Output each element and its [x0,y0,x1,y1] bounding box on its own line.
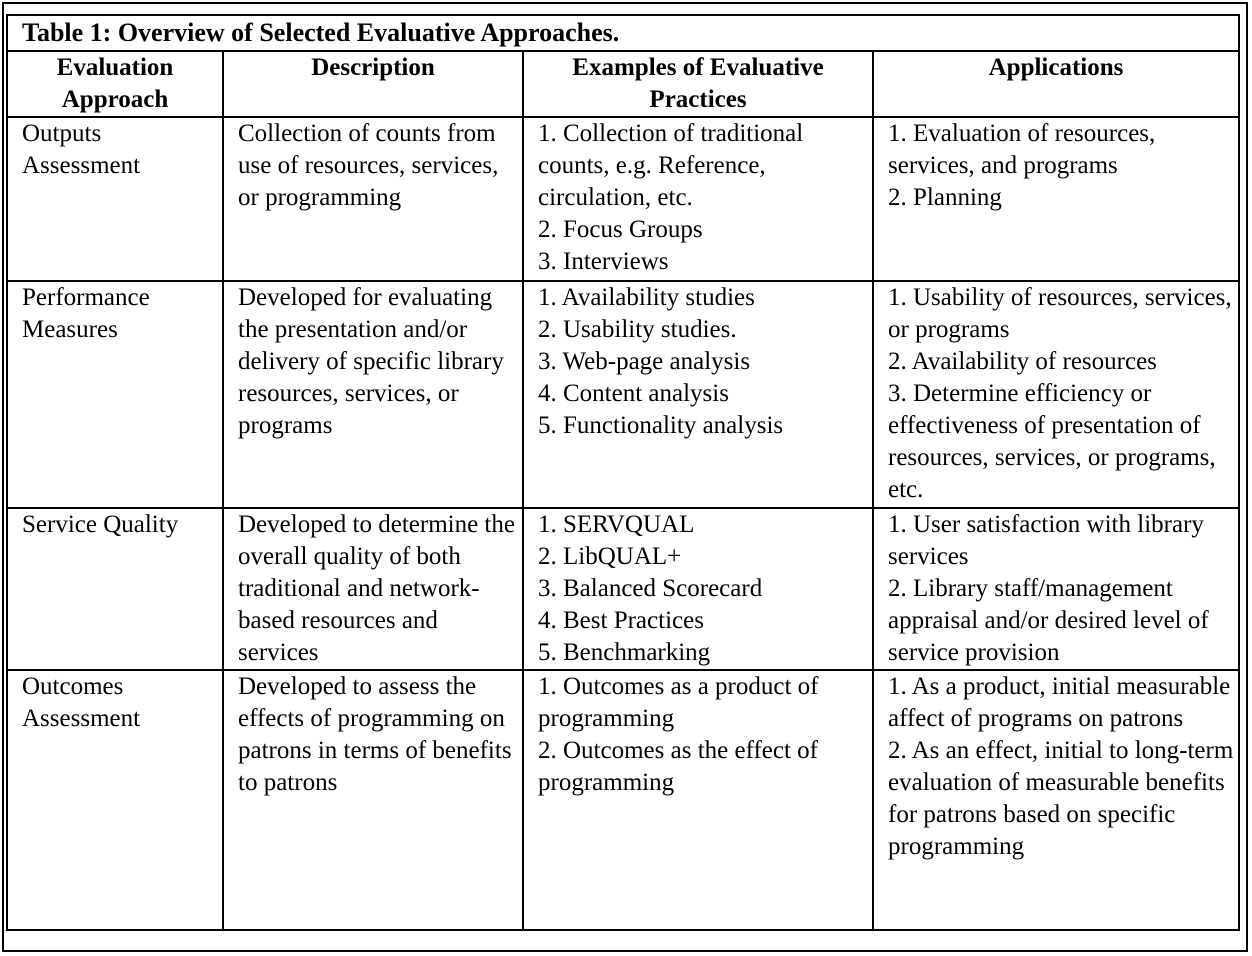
list-item: 2. Focus Groups [538,216,703,243]
list-item: 5. Functionality analysis [538,412,784,439]
list-item: 4. Content analysis [538,380,729,407]
list-item: 4. Best Practices [538,607,704,634]
list-item: 3. Interviews [538,248,669,275]
evaluative-approaches-table [6,14,1240,931]
examples-cell [523,281,873,508]
list-item: 3. Balanced Scorecard [538,575,763,602]
list-item: 3. Web-page analysis [538,348,751,375]
approach-cell: Outcomes Assessment [7,670,223,930]
list-item: 1. Outcomes as a product of programming [538,673,819,732]
list-item: 2. Availability of resources [888,348,1157,375]
applications-cell [873,117,1239,281]
list-item: 1. SERVQUAL [538,511,695,538]
examples-cell [523,670,873,930]
list-item: 2. Usability studies. [538,316,737,343]
examples-cell [523,508,873,670]
description-cell: Developed for evaluating the presentation and/or delivery of specific library resources, services, or programs [223,281,523,508]
list-item: 1. As a product, initial measurable affect of programs on patrons [888,673,1231,732]
header-row [7,51,1239,117]
description-cell: Collection of counts from use of resources, services, or programming [223,117,523,281]
list-item: 3. Determine efficiency or effectiveness of presentation of resources, services, or programs, etc. [888,380,1216,503]
table-row [7,117,1239,281]
applications-cell [873,281,1239,508]
table-row [7,281,1239,508]
header-evaluation-approach: Evaluation Approach [7,51,223,117]
list-item: 2. Outcomes as the effect of programming [538,737,818,796]
table-caption: Table 1: Overview of Selected Evaluative Approaches. [7,15,1239,51]
list-item: 2. As an effect, initial to long-term evaluation of measurable benefits for patrons based on specific programming [888,737,1234,860]
list-item: 1. Collection of traditional counts, e.g. Reference, circulation, etc. [538,120,804,211]
examples-cell [523,117,873,281]
list-item: 1. Availability studies [538,284,755,311]
applications-cell [873,508,1239,670]
header-examples: Examples of Evaluative Practices [523,51,873,117]
list-item: 2. LibQUAL+ [538,543,682,570]
list-item: 1. Usability of resources, services, or programs [888,284,1232,343]
header-description: Description [223,51,523,117]
table-row [7,670,1239,930]
approach-cell: Performance Measures [7,281,223,508]
list-item: 1. User satisfaction with library services [888,511,1204,570]
approach-cell: Outputs Assessment [7,117,223,281]
applications-cell [873,670,1239,930]
table-row [7,508,1239,670]
list-item: 5. Benchmarking [538,639,711,666]
list-item: 2. Planning [888,184,1002,211]
list-item: 1. Evaluation of resources, services, and programs [888,120,1156,179]
description-cell: Developed to assess the effects of programming on patrons in terms of benefits to patrons [223,670,523,930]
approach-cell: Service Quality [7,508,223,670]
list-item: 2. Library staff/management appraisal and/or desired level of service provision [888,575,1209,666]
description-cell: Developed to determine the overall quality of both traditional and network-based resources and services [223,508,523,670]
header-applications: Applications [873,51,1239,117]
